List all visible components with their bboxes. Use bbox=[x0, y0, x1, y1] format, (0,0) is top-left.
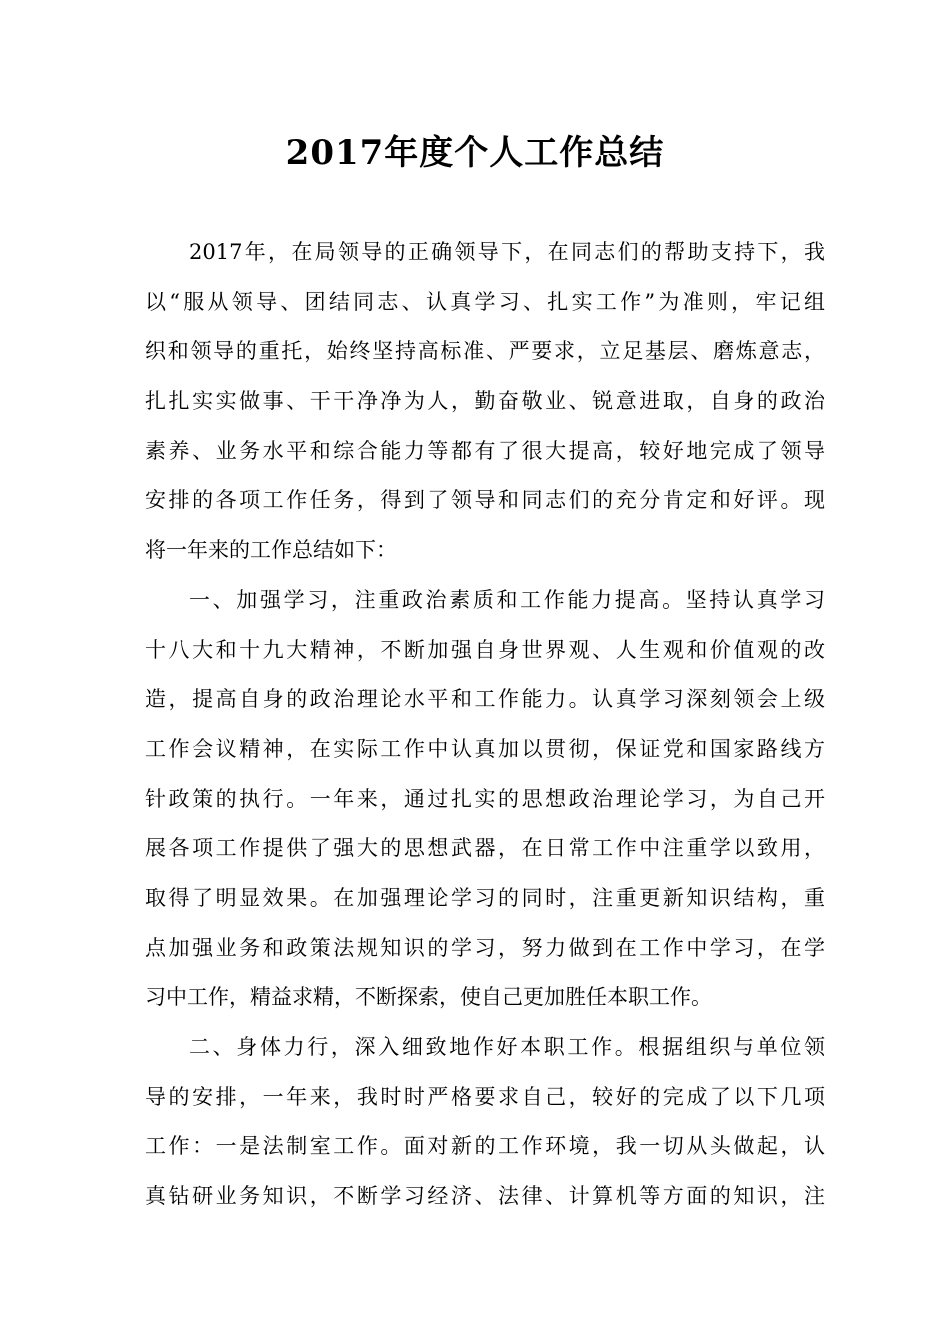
paragraph-line: 点加强业务和政策法规知识的学习，努力做到在工作中学习，在学 bbox=[145, 935, 825, 960]
paragraph-line: 安排的各项工作任务，得到了领导和同志们的充分肯定和好评。现 bbox=[145, 488, 825, 513]
paragraph-line: 扎扎实实做事、干干净净为人，勤奋敬业、锐意进取，自身的政治 bbox=[145, 389, 825, 414]
paragraph-line: 2017年，在局领导的正确领导下，在同志们的帮助支持下，我 bbox=[189, 240, 825, 264]
paragraph-line: 针政策的执行。一年来，通过扎实的思想政治理论学习，为自己开 bbox=[145, 786, 825, 811]
paragraph-line: 素养、业务水平和综合能力等都有了很大提高，较好地完成了领导 bbox=[145, 438, 825, 463]
paragraph-line: 将一年来的工作总结如下： bbox=[145, 538, 397, 563]
paragraph-line: 取得了明显效果。在加强理论学习的同时，注重更新知识结构，重 bbox=[145, 885, 825, 910]
paragraph-line: 以“服从领导、团结同志、认真学习、扎实工作”为准则，牢记组 bbox=[145, 289, 825, 314]
paragraph-line: 二、身体力行，深入细致地作好本职工作。根据组织与单位领 bbox=[189, 1035, 825, 1059]
paragraph-line: 一、加强学习，注重政治素质和工作能力提高。坚持认真学习 bbox=[189, 587, 825, 612]
paragraph-line: 展各项工作提供了强大的思想武器，在日常工作中注重学以致用， bbox=[145, 836, 825, 861]
paragraph-line: 工作：一是法制室工作。面对新的工作环境，我一切从头做起，认 bbox=[145, 1134, 825, 1159]
paragraph-line: 真钻研业务知识，不断学习经济、法律、计算机等方面的知识，注 bbox=[145, 1184, 825, 1209]
paragraph-line: 导的安排，一年来，我时时严格要求自己，较好的完成了以下几项 bbox=[145, 1084, 825, 1109]
paragraph-line: 织和领导的重托，始终坚持高标准、严要求，立足基层、磨炼意志， bbox=[145, 339, 825, 364]
paragraph-line: 十八大和十九大精神，不断加强自身世界观、人生观和价值观的改 bbox=[145, 637, 825, 662]
document-body bbox=[145, 228, 825, 1222]
document-title: 2017年度个人工作总结 bbox=[285, 133, 665, 173]
paragraph-line: 工作会议精神，在实际工作中认真加以贯彻，保证党和国家路线方 bbox=[145, 736, 825, 761]
paragraph-line: 习中工作，精益求精，不断探索，使自己更加胜任本职工作。 bbox=[145, 985, 712, 1010]
paragraph-line: 造，提高自身的政治理论水平和工作能力。认真学习深刻领会上级 bbox=[145, 687, 825, 712]
